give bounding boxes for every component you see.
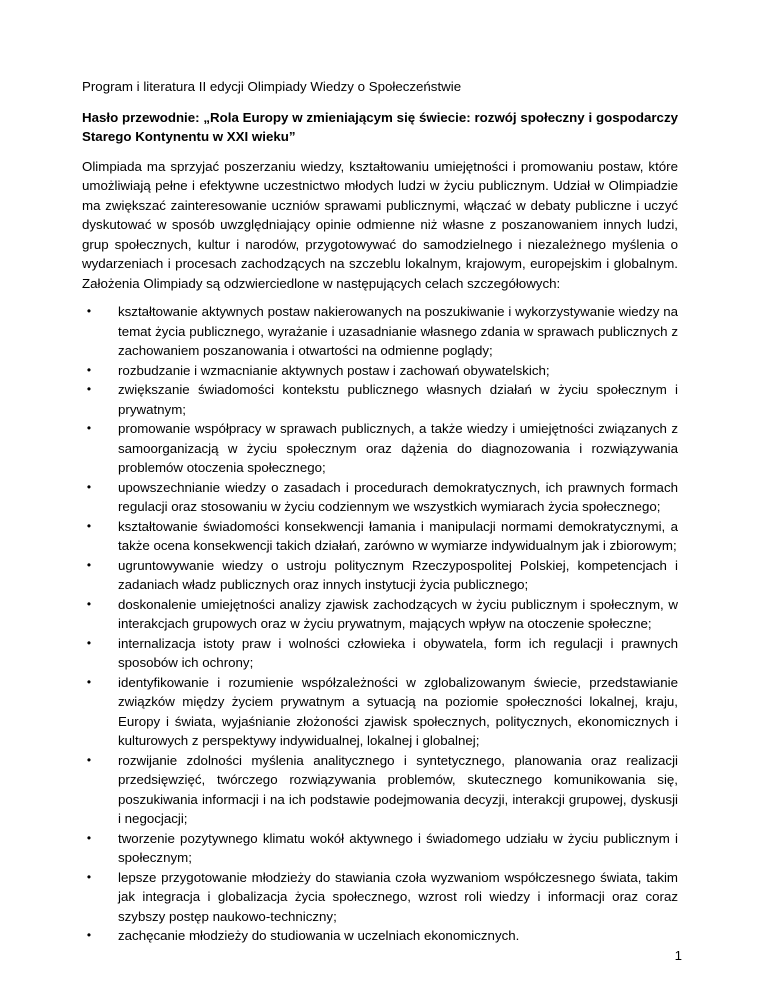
intro-paragraph: Olimpiada ma sprzyjać poszerzaniu wiedzy, kształtowaniu umiejętności i promowaniu postaw, które umożliwiają pełne i efektywne uczestnictwo młodych ludzi w życiu publicznym. Udział w Olimpiadzie ma zwiększać zainteresowanie uczniów sprawami publicznymi, włączać w debaty publiczne i uczyć dyskutować w sposób uwzględniający opinie odmienne niż własne z poszanowaniem innych ludzi, grup społecznych, kultur i narodów, przygotowywać do samodzielnego i niezależnego myślenia o wydarzeniach i procesach zachodzących na szczeblu lokalnym, krajowym, europejskim i globalnym. Założenia Olimpiady są odzwierciedlone w następujących celach szczegółowych:	[82, 158, 678, 291]
list-item-text: upowszechnianie wiedzy o zasadach i procedurach demokratycznych, ich prawnych formach regulacji oraz stosowaniu w życiu codziennym we wszystkich wymiarach życia społecznego;	[118, 479, 678, 514]
bullet-icon: •	[86, 869, 92, 884]
list-item-text: doskonalenie umiejętności analizy zjawisk zachodzących w życiu publicznym i społecznym, w interakcjach grupowych oraz w życiu prywatnym, mających wpływ na otoczenie społeczne;	[118, 596, 678, 631]
list-item-text: identyfikowanie i rozumienie współzależności w zglobalizowanym świecie, przedstawianie związków między życiem prywatnym a sytuacją na poziomie społeczności lokalnej, kraju, Europy i świata, wyjaśnianie złożoności zjawisk społecznych, politycznych, ekonomicznych i kulturowych z perspektywy indywidualnej, lokalnej i globalnej;	[118, 674, 678, 748]
bullet-icon: •	[86, 596, 92, 611]
list-item-text: kształtowanie aktywnych postaw nakierowanych na poszukiwanie i wykorzystywanie wiedzy na temat życia publicznego, wyrażanie i uzasadnianie własnego zdania w sprawach publicznych z zachowaniem poszanowania i otwartości na odmienne poglądy;	[118, 304, 678, 358]
list-item	[82, 868, 678, 927]
list-item	[82, 380, 678, 419]
bullet-icon: •	[86, 830, 92, 845]
bullet-icon: •	[86, 479, 92, 494]
list-item-text: zachęcanie młodzieży do studiowania w uczelniach ekonomicznych.	[118, 928, 520, 943]
list-item-text: promowanie współpracy w sprawach publicznych, a także wiedzy i umiejętności związanych z samoorganizacją w życiu społecznym oraz dążenia do diagnozowania i rozwiązywania problemów otoczenia społecznego;	[118, 421, 678, 475]
document-title: Program i literatura II edycji Olimpiady Wiedzy o Społeczeństwie	[82, 79, 462, 94]
bullet-icon: •	[86, 518, 92, 533]
list-item-text: rozbudzanie i wzmacnianie aktywnych postaw i zachowań obywatelskich;	[118, 362, 550, 378]
bullet-icon: •	[86, 382, 92, 396]
bullet-icon: •	[86, 928, 92, 942]
list-item	[82, 302, 678, 361]
list-item-text: kształtowanie świadomości konsekwencji łamania i manipulacji normami demokratycznymi, a także ocena konsekwencji takich działań, zarówno w wymiarze indywidualnym jak i zbiorowym;	[118, 518, 678, 553]
list-item	[82, 361, 678, 381]
list-item-text: lepsze przygotowanie młodzieży do stawiania czoła wyzwaniom współczesnego świata, takim jak integracja i globalizacja życia społecznego, wzrost roli wiedzy i informacji oraz coraz szybszy postęp naukowo-techniczny;	[118, 869, 678, 924]
list-item-text: ugruntowywanie wiedzy o ustroju politycznym Rzeczypospolitej Polskiej, kompetencjach i zadaniach władz publicznych oraz innych instytucji życia publicznego;	[118, 557, 678, 592]
list-item	[82, 556, 678, 595]
bullet-icon: •	[86, 421, 92, 435]
bullet-icon: •	[86, 557, 92, 572]
list-item-text: zwiększanie świadomości kontekstu publicznego własnych działań w życiu społecznym i prywatnym;	[118, 382, 678, 417]
bullet-icon: •	[86, 635, 92, 650]
list-item-text: internalizacja istoty praw i wolności człowieka i obywatela, form ich regulacji i prawnych sposobów ich ochrony;	[118, 635, 678, 670]
document-content	[82, 77, 678, 946]
list-item-text: tworzenie pozytywnego klimatu wokół aktywnego i świadomego udziału w życiu publicznym i społecznym;	[118, 830, 678, 865]
bullet-icon: •	[86, 362, 92, 377]
list-item	[82, 419, 678, 478]
list-item	[82, 595, 678, 634]
list-item	[82, 751, 678, 829]
list-item	[82, 478, 678, 517]
goals-list	[82, 302, 678, 946]
list-item	[82, 673, 678, 751]
motto: Hasło przewodnie: „Rola Europy w zmieniającym się świecie: rozwój społeczny i gospodarczy Starego Kontynentu w XXI wieku”	[82, 109, 678, 144]
list-item	[82, 829, 678, 868]
list-item	[82, 926, 678, 946]
list-item	[82, 517, 678, 556]
page-number: 1	[674, 948, 682, 963]
bullet-icon: •	[86, 304, 92, 318]
list-item	[82, 634, 678, 673]
list-item-text: rozwijanie zdolności myślenia analitycznego i syntetycznego, planowania oraz realizacji przedsięwzięć, twórczego rozwiązywania problemów, skutecznego komunikowania się, poszukiwania informacji i na ich podstawie podejmowania decyzji, interakcji grupowej, dyskusji i negocjacji;	[118, 752, 678, 826]
bullet-icon: •	[86, 752, 92, 767]
bullet-icon: •	[86, 674, 92, 689]
